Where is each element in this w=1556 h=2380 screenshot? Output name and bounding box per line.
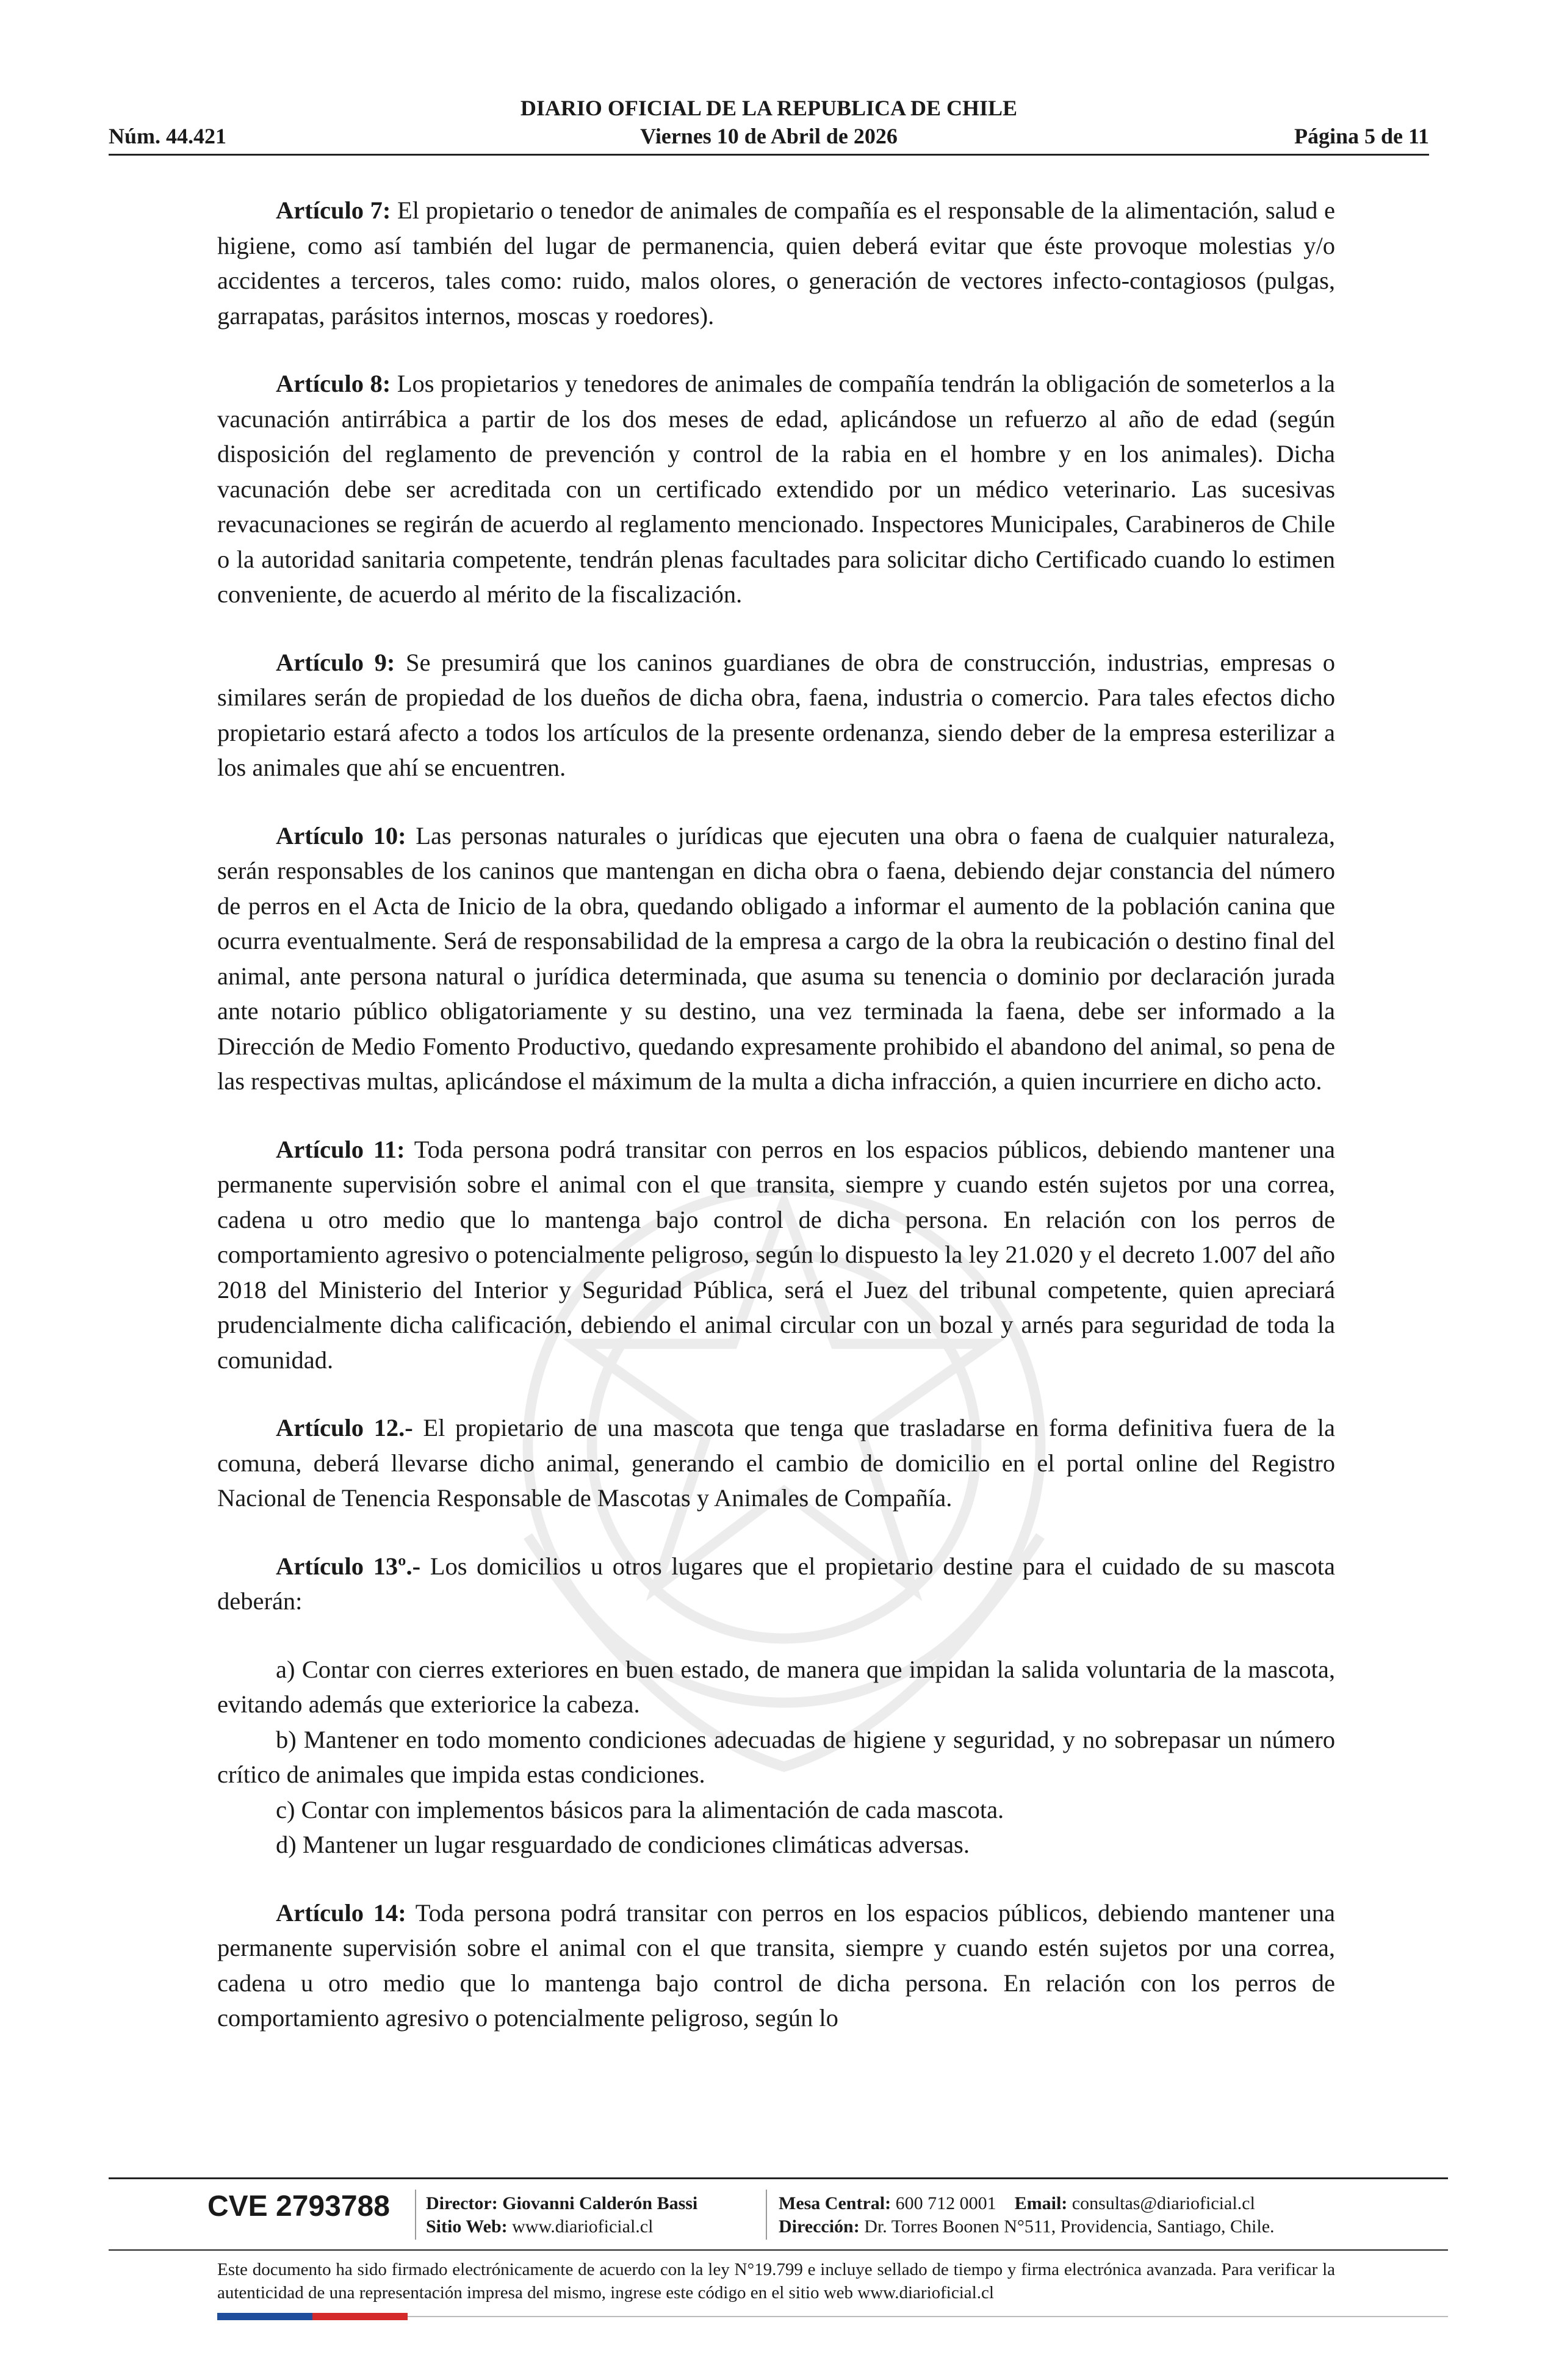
article-text: El propietario de una mascota que tenga que trasladarse en forma definitiva fuera de la comuna, deberá llevarse dicho animal, generando el cambio de domicilio en el portal online del Registro Nacional de Tenencia Responsable de Mascotas y Animales de Compañía. xyxy=(217,1414,1336,1512)
article-label: Artículo 11: xyxy=(276,1135,405,1163)
article-text: Toda persona podrá transitar con perros en los espacios públicos, debiendo mantener una permanente supervisión sobre el animal con el que transita, siempre y cuando estén sujetos por una correa, cadena u otro medio que lo mantenga bajo control de dicha persona. En relación con los perros de comportamiento agresivo o potencialmente peligroso, según lo xyxy=(217,1899,1335,2032)
mesa-phone: 600 712 0001 xyxy=(895,2193,996,2213)
article-text: Toda persona podrá transitar con perros en los espacios públicos, debiendo mantener una permanente supervisión sobre el animal con el que transita, siempre y cuando estén sujetos por una correa, cadena u otro medio que lo mantenga bajo control de dicha persona. En relación con los perros de comportamiento agresivo o potencialmente peligroso, según lo dispuesto la ley 21.020 y el decreto 1.007 del año 2018 del Ministerio del Interior y Seguridad Pública, será el Juez del tribunal competente, quien apreciará prudencialmente dicha calificación, debiendo el animal circular con un bozal y arnés para seguridad de toda la comunidad. xyxy=(217,1135,1335,1374)
header-divider xyxy=(109,154,1429,156)
article-9 xyxy=(217,645,1335,785)
cve-code: CVE 2793788 xyxy=(207,2190,390,2223)
footer-director-block xyxy=(426,2192,697,2238)
flag-blue-stripe xyxy=(217,2313,312,2320)
footer-separator xyxy=(766,2190,767,2240)
article-text: Los propietarios y tenedores de animales de compañía tendrán la obligación de someterlos a la vacunación antirrábica a partir de los dos meses de edad, aplicándose un refuerzo al año de edad (según disposición del reglamento de prevención y control de la rabia en el hombre y en los animales). Dicha vacunación debe ser acreditada con un certificado extendido por un médico veterinario. Las sucesivas revacunaciones se regirán de acuerdo al reglamento mencionado. Inspectores Municipales, Carabineros de Chile o la autoridad sanitaria competente, tendrán plenas facultades para solicitar dicho Certificado cuando lo estimen conveniente, de acuerdo al mérito de la fiscalización. xyxy=(217,370,1336,608)
article-11 xyxy=(217,1132,1335,1378)
issue-date: Viernes 10 de Abril de 2026 xyxy=(640,124,898,148)
article-label: Artículo 7: xyxy=(276,197,391,224)
list-item: a) Contar con cierres exteriores en buen estado, de manera que impidan la salida voluntaria de la mascota, evitando además que exteriorice la cabeza. xyxy=(217,1655,1335,1718)
article-text: El propietario o tenedor de animales de compañía es el responsable de la alimentación, salud e higiene, como así también del lugar de permanencia, quien deberá evitar que éste provoque molestias y/o accidentes a terceros, tales como: ruido, malos olores, o generación de vectores infecto-contagiosos (pulgas, garrapatas, parásitos internos, moscas y roedores). xyxy=(217,197,1336,330)
list-item: d) Mantener un lugar resguardado de condiciones climáticas adversas. xyxy=(276,1831,970,1858)
flag-red-stripe xyxy=(312,2313,408,2320)
article-10 xyxy=(217,818,1335,1099)
email-label: Email: xyxy=(1014,2193,1068,2213)
article-14 xyxy=(217,1895,1335,2036)
article-label: Artículo 10: xyxy=(276,821,406,849)
newspaper-title: DIARIO OFICIAL DE LA REPUBLICA DE CHILE xyxy=(520,96,1018,120)
director-label: Director: xyxy=(426,2193,498,2213)
article-label: Artículo 9: xyxy=(276,648,395,676)
issue-number: Núm. 44.421 xyxy=(109,124,227,148)
document-body xyxy=(217,193,1335,2069)
article-label: Artículo 14: xyxy=(276,1899,406,1927)
article-label: Artículo 12.- xyxy=(276,1414,413,1441)
article-8 xyxy=(217,366,1335,612)
article-13 xyxy=(217,1549,1335,1619)
footer-divider xyxy=(109,2249,1448,2251)
page-header xyxy=(109,93,1429,154)
page-number: Página 5 de 11 xyxy=(1294,124,1429,148)
address-label: Dirección: xyxy=(779,2216,860,2237)
article-label: Artículo 13º.- xyxy=(276,1552,421,1580)
footer-divider-bottom xyxy=(408,2316,1448,2317)
flag-stripe xyxy=(217,2313,408,2320)
article-7 xyxy=(217,193,1335,333)
legal-notice: Este documento ha sido firmado electrónicamente de acuerdo con la ley N°19.799 e incluye sellado de tiempo y firma electrónica avanzada. Para verificar la autenticidad de una representación impresa del mismo, ingrese este código en el sitio web www.diarioficial.cl xyxy=(217,2260,1335,2302)
article-text: Los domicilios u otros lugares que el propietario destine para el cuidado de su mascota deberán: xyxy=(217,1552,1336,1615)
mesa-label: Mesa Central: xyxy=(779,2193,891,2213)
email-link[interactable]: consultas@diarioficial.cl xyxy=(1072,2193,1255,2213)
requirements-list xyxy=(217,1652,1335,1863)
article-text: Las personas naturales o jurídicas que ejecuten una obra o faena de cualquier naturaleza, serán responsables de los caninos que mantengan en dicha obra o faena, debiendo dejar constancia del número de perros en el Acta de Inicio de la obra, quedando obligado a informar el aumento de la población canina que ocurra eventualmente. Será de responsabilidad de la empresa a cargo de la obra la reubicación o destino final del animal, ante persona natural o jurídica determinada, que asuma su tenencia o dominio por declaración jurada ante notario público obligatoriamente y su destino, una vez terminada la faena, debe ser informado a la Dirección de Medio Fomento Productivo, quedando expresamente prohibido el abandono del animal, so pena de las respectivas multas, aplicándose el máximum de la multa a dicha infracción, a quien incurriere en dicho acto. xyxy=(217,821,1335,1095)
article-label: Artículo 8: xyxy=(276,370,391,397)
address-value: Dr. Torres Boonen N°511, Providencia, Santiago, Chile. xyxy=(864,2216,1275,2237)
director-name: Giovanni Calderón Bassi xyxy=(502,2193,698,2213)
article-12 xyxy=(217,1410,1335,1516)
list-item: b) Mantener en todo momento condiciones adecuadas de higiene y seguridad, y no sobrepasar un número crítico de animales que impida estas condiciones. xyxy=(217,1725,1335,1788)
article-text: Se presumirá que los caninos guardianes de obra de construcción, industrias, empresas o similares serán de propiedad de los dueños de dicha obra, faena, industria o comercio. Para tales efectos dicho propietario estará afecto a todos los artículos de la presente ordenanza, siendo deber de la empresa esterilizar a los animales que ahí se encuentren. xyxy=(217,648,1335,781)
site-link[interactable]: www.diarioficial.cl xyxy=(512,2216,654,2237)
footer-divider-top xyxy=(109,2177,1448,2179)
list-item: c) Contar con implementos básicos para la alimentación de cada mascota. xyxy=(276,1795,1004,1823)
footer-contact-block xyxy=(779,2192,1275,2238)
site-label: Sitio Web: xyxy=(426,2216,508,2237)
footer-separator xyxy=(415,2190,416,2240)
